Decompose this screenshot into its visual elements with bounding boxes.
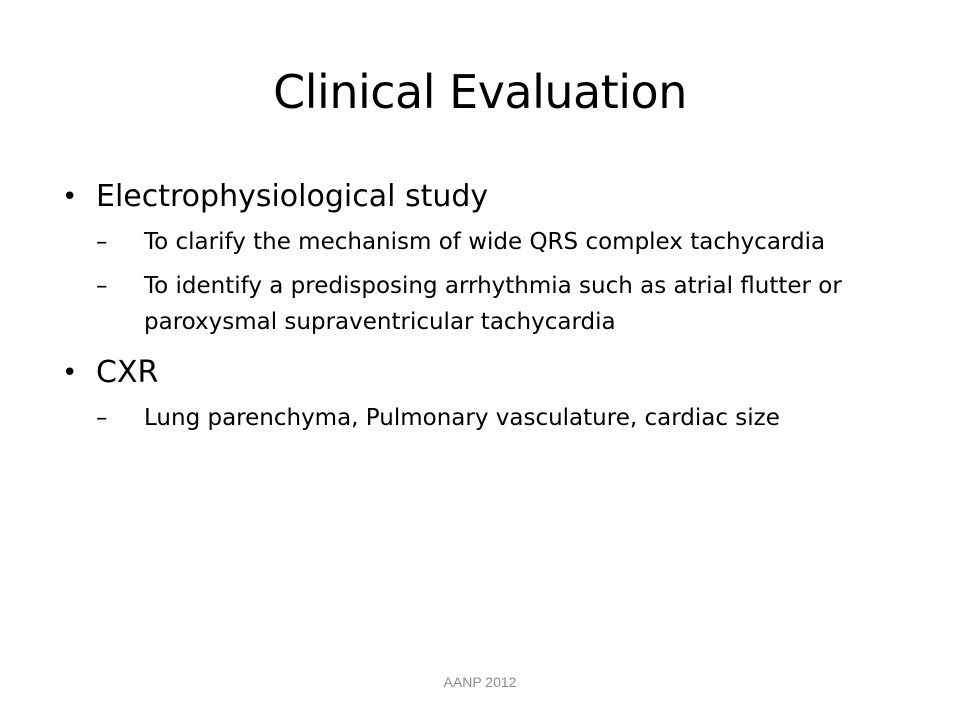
bullet-electrophysiological-study bbox=[62, 176, 892, 218]
sub-item bbox=[72, 224, 892, 260]
dash-icon: – bbox=[96, 229, 108, 255]
bullet-cxr bbox=[62, 352, 892, 394]
sub-item-text: To identify a predisposing arrhythmia such as atrial flutter or paroxysmal supraventricular tachycardia bbox=[144, 273, 842, 335]
slide-footer: AANP 2012 bbox=[443, 674, 517, 690]
bullet-dot-icon: • bbox=[62, 182, 78, 212]
sub-item-text: To clarify the mechanism of wide QRS complex tachycardia bbox=[144, 229, 826, 255]
sub-item bbox=[72, 268, 892, 340]
slide-title: Clinical Evaluation bbox=[273, 65, 687, 119]
sub-list-cxr bbox=[72, 400, 892, 436]
bullet-dot-icon: • bbox=[62, 358, 78, 388]
sub-item bbox=[72, 400, 892, 436]
dash-icon: – bbox=[96, 273, 108, 299]
slide-content bbox=[62, 176, 892, 448]
bullet-text: CXR bbox=[96, 355, 159, 390]
dash-icon: – bbox=[96, 405, 108, 431]
sub-item-text: Lung parenchyma, Pulmonary vasculature, cardiac size bbox=[144, 405, 780, 431]
sub-list-electrophysiological-study bbox=[72, 224, 892, 340]
bullet-text: Electrophysiological study bbox=[96, 179, 489, 214]
